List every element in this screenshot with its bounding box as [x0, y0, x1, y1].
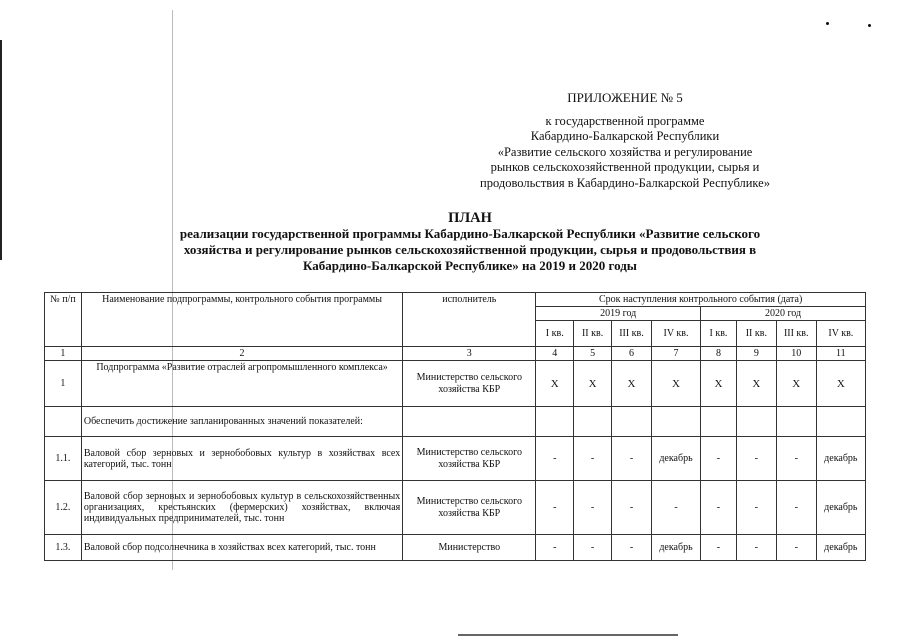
row-quarter-value	[612, 407, 652, 437]
row-name: Валовой сбор зерновых и зернобобовых культур в хозяйствах всех категорий, тыс. тонн	[81, 437, 402, 481]
title-line: хозяйства и регулирование рынков сельскохозяйственной продукции, сырья и продовольствия в	[183, 242, 757, 257]
row-quarter-value: -	[536, 535, 574, 561]
row-num: 1.2.	[45, 481, 82, 535]
column-number: 5	[574, 347, 612, 361]
scan-margin-line	[0, 40, 2, 260]
row-quarter-value: -	[776, 535, 816, 561]
header-name: Наименование подпрограммы, контрольного события программы	[81, 293, 402, 347]
row-quarter-value: -	[651, 481, 700, 535]
header-quarter: II кв.	[736, 321, 776, 347]
header-quarter: III кв.	[776, 321, 816, 347]
row-quarter-value: -	[776, 481, 816, 535]
row-quarter-value: декабрь	[816, 481, 865, 535]
column-number: 3	[403, 347, 536, 361]
column-number: 7	[651, 347, 700, 361]
column-number: 8	[701, 347, 737, 361]
appendix-line: Кабардино-Балкарской Республики	[530, 129, 720, 143]
row-quarter-value	[736, 407, 776, 437]
row-quarter-value: декабрь	[651, 437, 700, 481]
row-num: 1.3.	[45, 535, 82, 561]
table-row	[45, 481, 866, 535]
row-quarter-value: декабрь	[651, 535, 700, 561]
column-number: 9	[736, 347, 776, 361]
row-quarter-value: -	[574, 437, 612, 481]
table-row	[45, 437, 866, 481]
row-quarter-value: -	[612, 535, 652, 561]
table-row	[45, 407, 866, 437]
row-quarter-value: X	[816, 361, 865, 407]
row-quarter-value	[816, 407, 865, 437]
appendix-line: продовольствия в Кабардино-Балкарской Республике»	[480, 175, 770, 190]
row-executor: Министерство сельского хозяйства КБР	[403, 437, 536, 481]
header-quarter: IV кв.	[816, 321, 865, 347]
row-quarter-value: декабрь	[816, 437, 865, 481]
row-quarter-value	[701, 407, 737, 437]
header-quarter: I кв.	[536, 321, 574, 347]
appendix-line: к государственной программе	[545, 113, 705, 128]
row-executor	[403, 407, 536, 437]
row-quarter-value: X	[651, 361, 700, 407]
row-quarter-value: -	[612, 437, 652, 481]
row-quarter-value: -	[701, 535, 737, 561]
column-numbers-row	[45, 347, 866, 361]
row-quarter-value: X	[536, 361, 574, 407]
header-num: № п/п	[45, 293, 82, 347]
column-number: 10	[776, 347, 816, 361]
column-number: 1	[45, 347, 82, 361]
appendix-line: «Развитие сельского хозяйства и регулирование	[497, 144, 753, 159]
title-line: реализации государственной программы Кабардино-Балкарской Республики «Развитие сельского	[179, 226, 761, 241]
row-executor: Министерство	[403, 535, 536, 561]
header-year-2019: 2019 год	[536, 307, 701, 321]
row-quarter-value	[574, 407, 612, 437]
header-year-2020: 2020 год	[701, 307, 866, 321]
row-quarter-value: -	[612, 481, 652, 535]
row-quarter-value: -	[574, 535, 612, 561]
column-number: 4	[536, 347, 574, 361]
header-quarter: III кв.	[612, 321, 652, 347]
appendix-block	[435, 90, 815, 191]
row-quarter-value: -	[736, 437, 776, 481]
document-title	[100, 210, 840, 274]
row-quarter-value: -	[776, 437, 816, 481]
header-row	[45, 293, 866, 307]
row-name: Подпрограмма «Развитие отраслей агропромышленного комплекса»	[81, 361, 402, 407]
header-quarter: II кв.	[574, 321, 612, 347]
row-executor: Министерство сельского хозяйства КБР	[403, 361, 536, 407]
row-quarter-value: -	[536, 437, 574, 481]
row-quarter-value	[776, 407, 816, 437]
row-quarter-value: декабрь	[816, 535, 865, 561]
plan-table	[44, 292, 866, 561]
row-executor: Министерство сельского хозяйства КБР	[403, 481, 536, 535]
row-num	[45, 407, 82, 437]
table-row	[45, 361, 866, 407]
header-quarter: IV кв.	[651, 321, 700, 347]
row-num: 1.1.	[45, 437, 82, 481]
column-number: 2	[81, 347, 402, 361]
appendix-heading: ПРИЛОЖЕНИЕ № 5	[567, 90, 683, 105]
header-executor: исполнитель	[403, 293, 536, 347]
row-name: Обеспечить достижение запланированных значений показателей:	[81, 407, 402, 437]
row-quarter-value: -	[574, 481, 612, 535]
row-quarter-value: X	[776, 361, 816, 407]
title-main: ПЛАН	[448, 210, 492, 226]
row-num: 1	[45, 361, 82, 407]
row-quarter-value: -	[701, 481, 737, 535]
header-quarter: I кв.	[701, 321, 737, 347]
table-row	[45, 535, 866, 561]
row-quarter-value: X	[736, 361, 776, 407]
appendix-line: рынков сельскохозяйственной продукции, сырья и	[490, 160, 760, 174]
row-quarter-value: X	[612, 361, 652, 407]
row-quarter-value: X	[574, 361, 612, 407]
column-number: 11	[816, 347, 865, 361]
row-name: Валовой сбор подсолнечника в хозяйствах всех категорий, тыс. тонн	[81, 535, 402, 561]
row-name: Валовой сбор зерновых и зернобобовых культур в сельскохозяйственных организациях, крестьянских (фермерских) хозяйствах, включая индивидуальных предпринимателей, тыс. тонн	[81, 481, 402, 535]
scan-bottom-bar	[458, 634, 678, 636]
row-quarter-value: -	[701, 437, 737, 481]
scan-dot	[826, 22, 829, 25]
row-quarter-value: -	[536, 481, 574, 535]
row-quarter-value: -	[736, 481, 776, 535]
title-line: Кабардино-Балкарской Республике» на 2019 и 2020 годы	[303, 258, 637, 273]
row-quarter-value: X	[701, 361, 737, 407]
row-quarter-value: -	[736, 535, 776, 561]
row-quarter-value	[536, 407, 574, 437]
header-deadline: Срок наступления контрольного события (дата)	[536, 293, 866, 307]
row-quarter-value	[651, 407, 700, 437]
column-number: 6	[612, 347, 652, 361]
scan-dot	[868, 24, 871, 27]
